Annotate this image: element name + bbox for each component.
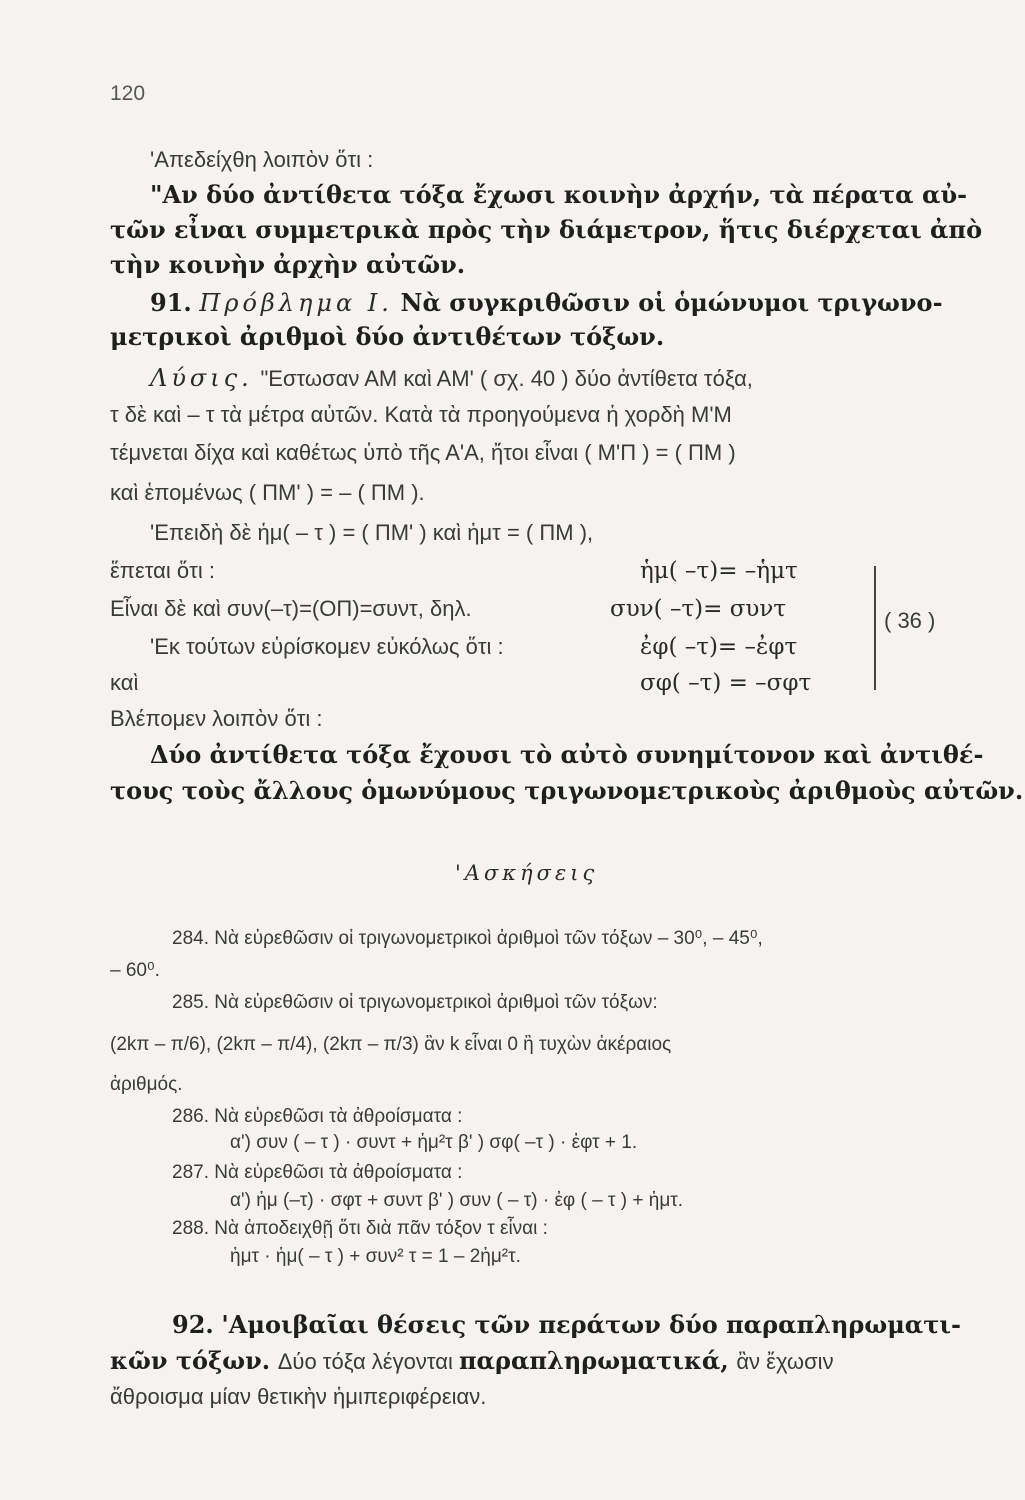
equation: ἐφ( –τ)= –ἐφτ bbox=[640, 634, 798, 660]
section-title: κῶν τόξων. bbox=[110, 1346, 271, 1375]
text-line: Εἶναι δὲ καὶ συν(–τ)=(ΟΠ)=συντ, δηλ. bbox=[110, 596, 472, 621]
equation-brace bbox=[874, 566, 882, 690]
text-line: Βλέπομεν λοιπὸν ὅτι : bbox=[110, 706, 323, 731]
exercises-heading: 'Ασκήσεις bbox=[455, 861, 599, 885]
equation-label: ( 36 ) bbox=[884, 608, 936, 633]
solution-line bbox=[150, 363, 753, 394]
text-line: 'Απεδείχθη λοιπὸν ὅτι : bbox=[150, 147, 374, 172]
exercise-line: α') συν ( – τ ) · συντ + ἡμ²τ β' ) σφ( –τ ) · ἐφτ + 1. bbox=[230, 1132, 638, 1153]
equation: ἡμ( –τ)= –ἡμτ bbox=[640, 558, 798, 584]
exercise-line: – 60⁰. bbox=[110, 960, 160, 981]
equation: σφ( –τ) = –σφτ bbox=[640, 670, 812, 696]
conclusion-line: Δύο ἀντίθετα τόξα ἔχουσι τὸ αὐτὸ συνημίτονον καὶ ἀντιθέ- bbox=[150, 740, 984, 769]
section-line bbox=[110, 1346, 834, 1377]
section-number: 92. bbox=[172, 1310, 214, 1339]
exercise-line: (2kπ – π/6), (2kπ – π/4), (2kπ – π/3) ἂν k εἶναι 0 ἢ τυχὼν ἀκέραιος bbox=[110, 1034, 672, 1055]
problem-number: 91. bbox=[150, 288, 192, 317]
exercise-line: 288. Νὰ ἀποδειχθῇ ὅτι διὰ πᾶν τόξον τ εἶναι : bbox=[172, 1218, 548, 1239]
text-line: τέμνεται δίχα καὶ καθέτως ὑπὸ τῆς Α'Α, ἤτοι εἶναι ( Μ'Π ) = ( ΠΜ ) bbox=[110, 440, 736, 465]
conclusion-line: τους τοὺς ἄλλους ὁμωνύμους τριγωνομετρικοὺς ἀριθμοὺς αὐτῶν. bbox=[110, 776, 1024, 805]
page-number: 120 bbox=[110, 82, 146, 105]
solution-label: Λύσις. bbox=[150, 364, 253, 392]
theorem-line: τὴν κοινὴν ἀρχὴν αὐτῶν. bbox=[110, 250, 466, 279]
solution-text: "Εστωσαν ΑΜ καὶ ΑΜ' ( σχ. 40 ) δύο ἀντίθετα τόξα, bbox=[260, 366, 753, 391]
text-line: 'Εκ τούτων εὑρίσκομεν εὐκόλως ὅτι : bbox=[150, 634, 504, 659]
text-line: καὶ ἑπομένως ( ΠΜ' ) = – ( ΠΜ ). bbox=[110, 480, 425, 505]
problem-heading bbox=[150, 288, 943, 318]
exercise-line: 285. Νὰ εὑρεθῶσιν οἱ τριγωνομετρικοὶ ἀριθμοὶ τῶν τόξων: bbox=[172, 992, 658, 1013]
section-text: ἂν ἔχωσιν bbox=[736, 1349, 834, 1374]
text-line: τ δὲ καὶ – τ τὰ μέτρα αὐτῶν. Κατὰ τὰ προηγούμενα ἡ χορδὴ Μ'Μ bbox=[110, 402, 732, 427]
exercise-line: 287. Νὰ εὑρεθῶσι τὰ ἀθροίσματα : bbox=[172, 1162, 463, 1183]
section-line: ἄθροισμα μίαν θετικὴν ἡμιπεριφέρειαν. bbox=[110, 1384, 487, 1409]
section-heading bbox=[172, 1310, 961, 1340]
problem-label: Πρόβλημα I. bbox=[199, 289, 393, 317]
problem-text: Νὰ συγκριθῶσιν οἱ ὁμώνυμοι τριγωνο- bbox=[400, 288, 943, 317]
section-text: Δύο τόξα λέγονται bbox=[277, 1349, 459, 1374]
exercise-line: ἀριθμός. bbox=[110, 1074, 183, 1095]
theorem-line: τῶν εἶναι συμμετρικὰ πρὸς τὴν διάμετρον, ἥτις διέρχεται ἀπὸ bbox=[110, 215, 983, 244]
problem-text: μετρικοὶ ἀριθμοὶ δύο ἀντιθέτων τόξων. bbox=[110, 322, 665, 351]
exercise-line: 284. Νὰ εὑρεθῶσιν οἱ τριγωνομετρικοὶ ἀριθμοὶ τῶν τόξων – 30⁰, – 45⁰, bbox=[172, 928, 763, 949]
section-term: παραπληρωματικά, bbox=[458, 1346, 729, 1375]
exercise-line: α') ἡμ (–τ) · σφτ + συντ β' ) συν ( – τ) · ἐφ ( – τ ) + ἡμτ. bbox=[230, 1190, 684, 1211]
theorem-line: "Αν δύο ἀντίθετα τόξα ἔχωσι κοινὴν ἀρχήν, τὰ πέρατα αὐ- bbox=[150, 180, 968, 209]
text-line: ἕπεται ὅτι : bbox=[110, 558, 215, 583]
text-line: 'Επειδὴ δὲ ἡμ( – τ ) = ( ΠΜ' ) καὶ ἡμτ = ( ΠΜ ), bbox=[150, 520, 594, 545]
exercise-line: 286. Νὰ εὑρεθῶσι τὰ ἀθροίσματα : bbox=[172, 1106, 463, 1127]
exercise-line: ἡμτ · ἡμ( – τ ) + συν² τ = 1 – 2ἡμ²τ. bbox=[230, 1246, 521, 1267]
section-title: 'Αμοιβαῖαι θέσεις τῶν περάτων δύο παραπληρωματι- bbox=[221, 1310, 961, 1339]
equation: συν( –τ)= συντ bbox=[610, 596, 787, 622]
text-line: καὶ bbox=[110, 670, 139, 695]
